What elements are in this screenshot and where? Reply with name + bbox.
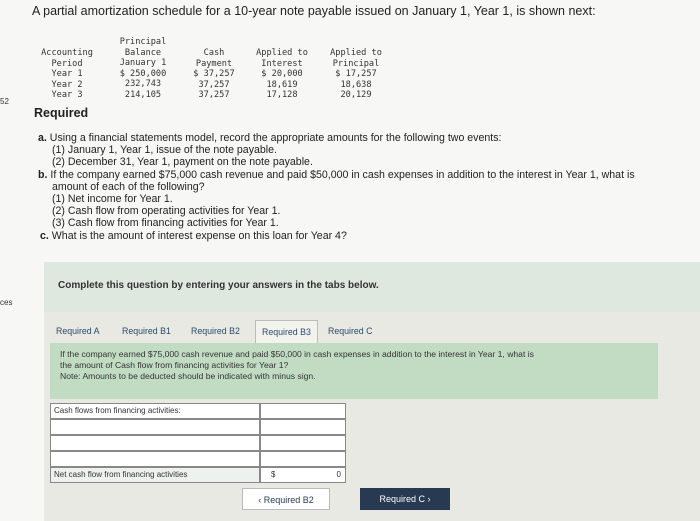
header-balance-2: Balance (124, 47, 162, 58)
header-principal-2: Principal (332, 58, 380, 69)
grid-title: Cash flows from financing activities: (54, 406, 181, 415)
cell-interest-1: $ 20,000 (261, 69, 303, 79)
tab-required-b1[interactable]: Required B1 (122, 326, 171, 336)
chevron-left-icon: ‹ (258, 495, 262, 505)
cell-balance-1: $ 250,000 (119, 68, 167, 79)
header-period-1: Accounting (41, 48, 93, 58)
financing-grid (50, 403, 346, 483)
panel-header-text: Complete this question by entering your answers in the tabs below. (58, 280, 379, 291)
grid-row-2-label[interactable] (50, 435, 260, 451)
side-marker-bottom: ces (0, 298, 13, 307)
net-value: 0 (336, 470, 341, 479)
question-b2: (2) Cash flow from operating activities for Year 1. (52, 205, 281, 217)
required-heading: Required (34, 106, 89, 120)
cell-interest-2: 18,619 (266, 79, 298, 90)
question-c-text: What is the amount of interest expense on this loan for Year 4? (51, 230, 347, 242)
prev-button-label: Required B2 (263, 495, 314, 505)
header-principal-1: Applied to (330, 48, 382, 58)
col-principal (324, 48, 388, 101)
cell-balance-3: 214,105 (124, 89, 162, 100)
header-period-2: Period (51, 58, 83, 69)
cell-principal-3: 20,129 (340, 90, 372, 100)
cell-principal-2: 18,638 (340, 79, 372, 90)
cell-cash-3: 37,257 (198, 90, 230, 100)
grid-title-amount (260, 403, 346, 419)
question-b-cont: amount of each of the following? (52, 181, 205, 193)
question-b3: (3) Cash flow from financing activities for Year 1. (52, 217, 279, 229)
cell-balance-2: 232,743 (124, 79, 162, 89)
question-a1: (1) January 1, Year 1, issue of the note payable. (52, 144, 277, 156)
panel-header (44, 262, 700, 312)
net-currency: $ (271, 470, 276, 479)
cell-interest-3: 17,128 (266, 90, 298, 100)
tab-required-b2[interactable]: Required B2 (191, 326, 240, 336)
cell-principal-1: $ 17,257 (335, 69, 377, 79)
grid-row-2-amount[interactable] (260, 435, 346, 451)
header-interest-2: Interest (261, 58, 303, 69)
cell-period-1: Year 1 (51, 69, 83, 79)
tab-required-c[interactable]: Required C (328, 326, 373, 336)
header-cash-2: Payment (195, 58, 233, 69)
col-interest (250, 48, 314, 101)
tab-required-a[interactable]: Required A (56, 326, 100, 336)
question-a (38, 133, 501, 144)
cell-period-3: Year 3 (51, 90, 83, 100)
question-c-label: c. (40, 230, 49, 242)
header-interest-1: Applied to (256, 48, 308, 58)
question-a-label: a. (38, 132, 47, 144)
net-row-label-cell (50, 467, 260, 483)
grid-row-3-label[interactable] (50, 451, 260, 467)
question-b (38, 170, 635, 181)
next-button-label: Required C (379, 494, 425, 504)
side-marker-top: 52 (0, 97, 9, 106)
chevron-right-icon: › (427, 494, 431, 504)
grid-title-cell (50, 403, 260, 419)
intro-text: A partial amortization schedule for a 10-year note payable issued on January 1, Year 1, is shown next: (32, 4, 596, 18)
question-b1: (1) Net income for Year 1. (52, 193, 173, 205)
cell-cash-2: 37,257 (198, 79, 230, 90)
header-balance-3: January 1 (119, 58, 167, 68)
next-button[interactable] (360, 488, 450, 510)
cell-cash-1: $ 37,257 (193, 69, 235, 79)
col-cash (182, 48, 246, 101)
grid-row-1-amount[interactable] (260, 419, 346, 435)
instruction-line-2: the amount of Cash flow from financing activities for Year 1? (60, 360, 289, 370)
question-a2: (2) December 31, Year 1, payment on the note payable. (52, 156, 313, 168)
grid-row-1-label[interactable] (50, 419, 260, 435)
col-period (36, 48, 98, 101)
grid-row-3-amount[interactable] (260, 451, 346, 467)
col-balance (112, 37, 174, 100)
question-b-label: b. (38, 169, 48, 181)
net-label: Net cash flow from financing activities (54, 470, 188, 479)
header-cash-1: Cash (203, 48, 225, 58)
question-a-text: Using a financial statements model, record the appropriate amounts for the following two events: (49, 132, 502, 144)
question-c (40, 231, 347, 242)
instruction-line-1: If the company earned $75,000 cash revenue and paid $50,000 in cash expenses in addition to the interest in Year 1, what is (60, 349, 534, 359)
cell-period-2: Year 2 (51, 79, 83, 90)
tab-required-b3[interactable]: Required B3 (255, 320, 318, 344)
instruction-note: Note: Amounts to be deducted should be indicated with minus sign. (60, 371, 316, 381)
net-row-amount-cell (260, 467, 346, 483)
prev-button[interactable] (242, 488, 330, 510)
instruction-box (50, 343, 658, 399)
header-balance-1: Principal (119, 37, 167, 47)
question-b-text: If the company earned $75,000 cash revenue and paid $50,000 in cash expenses in addition to the interest in Year 1, what is (50, 169, 635, 181)
